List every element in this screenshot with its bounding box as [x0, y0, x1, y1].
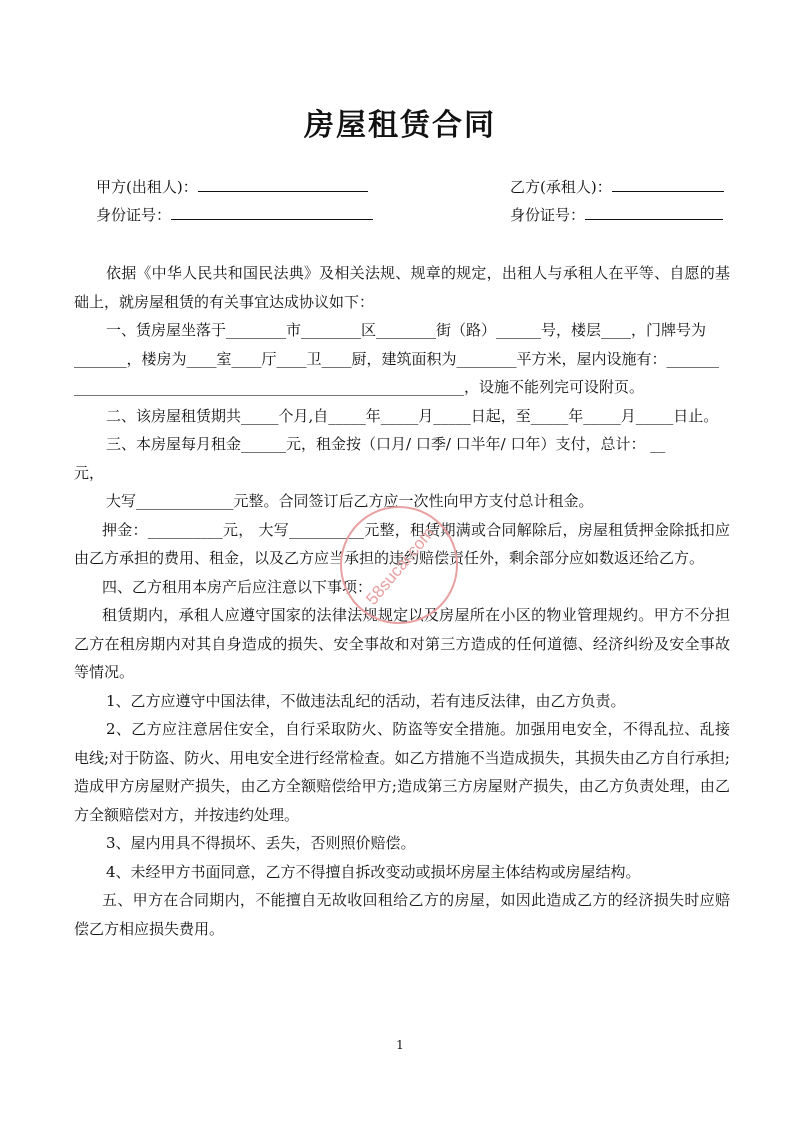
- clause-1-line-1: 一、赁房屋坐落于________市________区________街（路）______号，楼层____，门牌号为: [106, 321, 707, 339]
- contract-title: 房屋租赁合同: [304, 108, 496, 143]
- clause-4-heading: 四、乙方租用本房产后应注意以下事项：: [102, 577, 373, 596]
- lessor-id-label: 身份证号：: [96, 206, 172, 224]
- lessee-blank: [612, 177, 724, 192]
- clause-4-item-2: 2、乙方应注意居住安全，自行采取防火、防盗等安全措施。加强用电安全，不得乱拉、乱接电线;对于防盗、防火、用电安全进行经常检查。如乙方措施不当造成损失，其损失由乙方自行承担;造成甲方房屋财产损失，由乙方全额赔偿给甲方;造成第三方房屋财产损失，由乙方负责处理，由乙方全额赔偿对方，并按违约处理。: [74, 720, 730, 824]
- clause-3-line-1: 三、本房屋每月租金______元，租金按（口月/ 口季/ 口半年/ 口年）支付，总计： __: [106, 435, 666, 453]
- lessor-blank: [198, 177, 368, 192]
- contract-body: [74, 259, 730, 943]
- page-number: 1: [396, 1038, 404, 1052]
- lessor-field: [96, 176, 368, 198]
- clause-1-line-2: _______，楼房为____室____厅____卫____厨，建筑面积为________平方米，屋内设施有：_______: [74, 349, 720, 368]
- clause-3-line-2: 元，: [74, 463, 105, 482]
- lessor-id-field: [96, 204, 373, 226]
- clause-4-intro: 租赁期内，承租人应遵守国家的法律法规规定以及房屋所在小区的物业管理规约。甲方不分担乙方在租房期内对其自身造成的损失、安全事故和对第三方造成的任何道德、经济纠纷及安全事故等情况。: [74, 606, 730, 681]
- clause-4-item-3: 3、屋内用具不得损坏、丢失，否则照价赔偿。: [106, 834, 416, 852]
- clause-3-line-3: 大写_____________元整。合同签订后乙方应一次性向甲方支付总计租金。: [106, 492, 594, 510]
- watermark-text: 58sucai.com: [362, 523, 439, 609]
- preamble: 依据《中华人民共和国民法典》及相关法规、规章的规定，出租人与承租人在平等、自愿的基础上，就房屋租赁的有关事宜达成协议如下：: [74, 264, 730, 311]
- lessor-label: 甲方(出租人)：: [96, 178, 198, 196]
- lessee-id-label: 身份证号：: [510, 206, 586, 224]
- lessee-id-blank: [585, 205, 723, 220]
- clause-1-line-3: ____________________________________________________，设施不能列完可设附页。: [74, 378, 645, 396]
- lessee-id-field: [510, 204, 723, 226]
- clause-4-item-4: 4、未经甲方书面同意，乙方不得擅自拆改变动或损坏房屋主体结构或房屋结构。: [106, 862, 641, 881]
- clause-4-item-1: 1、乙方应遵守中国法律，不做违法乱纪的活动，若有违反法律，由乙方负责。: [106, 691, 626, 710]
- deposit-clause: 押金：__________元， 大写__________元整，租赁期满或合同解除后，房屋租赁押金除抵扣应由乙方承担的费用、租金，以及乙方应当承担的违约赔偿责任外，剩余部分应如数返还给乙方。: [74, 520, 730, 567]
- clause-2: 二、该房屋租赁期共_____个月,自_____年_____月_____日起，至_____年_____月_____日止。: [106, 406, 719, 425]
- clause-5: 五、甲方在合同期内，不能擅自无故收回租给乙方的房屋，如因此造成乙方的经济损失时应赔偿乙方相应损失费用。: [74, 891, 730, 938]
- lessee-label: 乙方(承租人)：: [510, 178, 612, 196]
- lessee-field: [510, 176, 724, 198]
- lessor-id-blank: [171, 205, 373, 220]
